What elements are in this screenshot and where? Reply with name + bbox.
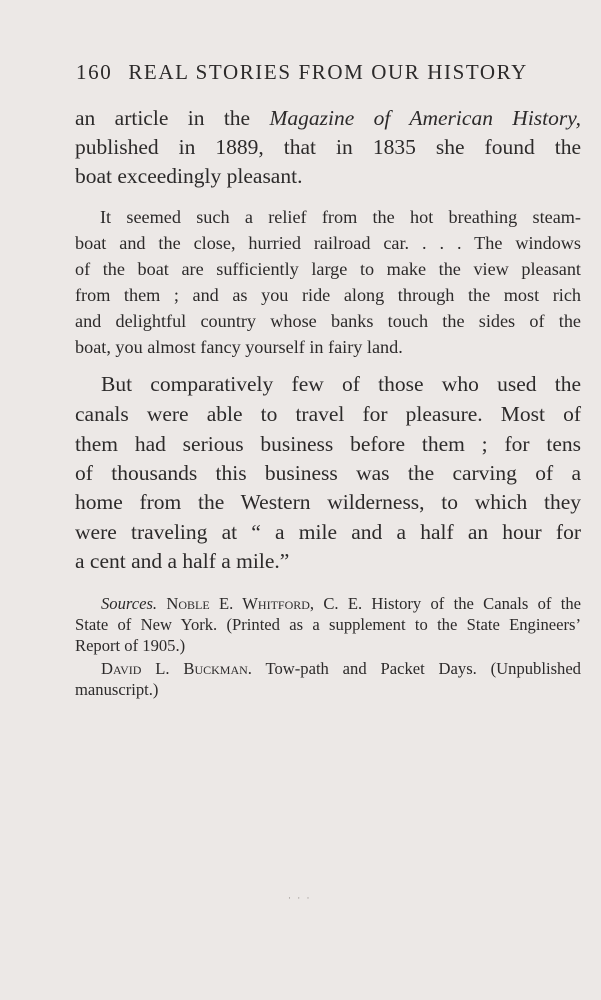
quote-line-3: of the boat are sufficiently large to make the view pleasant [75,259,581,279]
paragraph-2-line-2: canals were able to travel for pleasure. Most of [75,402,581,426]
magazine-title: Magazine of American History, [269,106,581,130]
sources-line-5: manuscript.) [75,680,159,699]
paragraph-1-line-2: published in 1889, that in 1835 she found the [75,135,581,159]
paragraph-2-line-5: home from the Western wilderness, to which they [75,490,581,514]
running-header [76,60,546,85]
sources-line-2: State of New York. (Printed as a supplement to the State Engineers’ [75,615,581,634]
sources-line-4 [101,659,581,679]
paragraph-2-line-4: of thousands this business was the carving of a [75,461,581,485]
source-2-title: Tow-path and Packet Days. (Unpublished [251,659,581,678]
print-speck: · · · [288,893,312,903]
quote-line-6: boat, you almost fancy yourself in fairy land. [75,337,403,357]
source-1-author: Noble E. Whitford, C. E. [166,594,363,613]
paragraph-2-line-6: were traveling at “ a mile and a half an hour for [75,520,581,544]
sources-line-1 [101,594,581,614]
page-number: 160 [76,60,113,84]
quote-line-4: from them ; and as you ride along through the most rich [75,285,581,305]
quote-line-2: boat and the close, hurried railroad car. . . . The windows [75,233,581,253]
running-title: REAL STORIES FROM OUR HISTORY [128,60,528,84]
paragraph-2-line-3: them had serious business before them ; for tens [75,432,581,456]
source-2-author: David L. Buckman. [101,659,252,678]
quote-line-5: and delightful country whose banks touch the sides of the [75,311,581,331]
paragraph-1-line-3: boat exceedingly pleasant. [75,164,303,188]
sources-label: Sources. [101,594,158,613]
paragraph-1-line-1 [75,106,581,131]
source-1-title: History of the Canals of the [362,594,581,613]
paragraph-2-line-1: But comparatively few of those who used the [101,372,581,396]
quote-line-1: It seemed such a relief from the hot breathing steam- [100,207,581,227]
paragraph-2-line-7: a cent and a half a mile.” [75,549,290,573]
sources-line-3: Report of 1905.) [75,636,186,655]
text-span: an article in the [75,106,270,130]
